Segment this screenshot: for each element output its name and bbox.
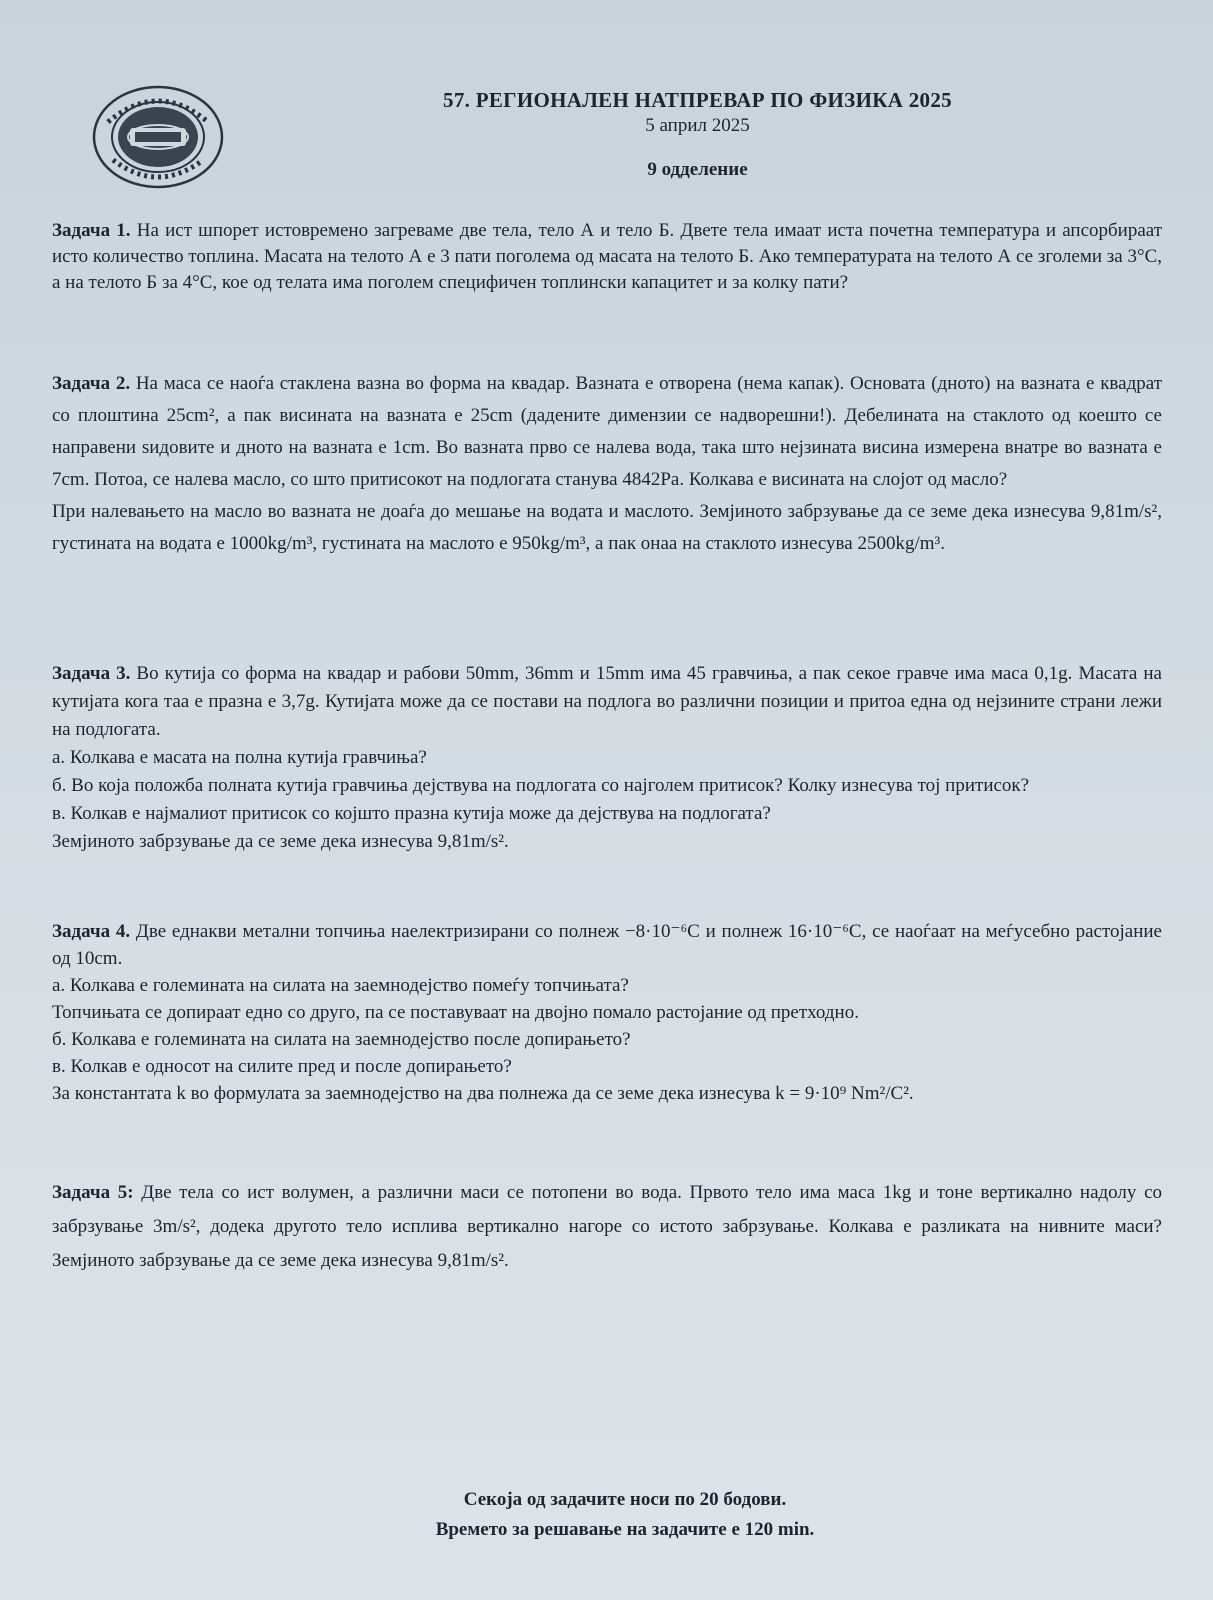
exam-header <box>330 88 1065 181</box>
task-5 <box>52 1176 1162 1278</box>
sub-question-c: в. Колкав е најмалиот притисок со којшто празна кутија може да дејствува на подлогата? <box>52 803 771 824</box>
task-4-text <box>52 918 1162 972</box>
exam-date: 5 април 2025 <box>645 115 750 136</box>
task-label: Задача 5: <box>52 1182 134 1203</box>
task-note: За константата k во формулата за заемнодејство на два полнежа да се земе дека изнесува k = 9·10⁹ Nm²/C². <box>52 1083 914 1104</box>
sub-question-b: б. Во која положба полната кутија гравчиња дејствува на подлогата со најголем притисок? Колку изнесува тој притисок? <box>52 775 1030 796</box>
task-label: Задача 4. <box>52 921 131 942</box>
points-note: Секоја од задачите носи по 20 бодови. <box>463 1489 787 1510</box>
task-note: Земјиното забрзување да се земе дека изнесува 9,81m/s². <box>52 831 509 852</box>
task-paragraph: Две тела со ист волумен, а различни маси се потопени во вода. Првото тело има маса 1kg и тоне вертикално надолу со забрзување 3m/s², додека другото тело исплива вертикално нагоре со истото забрзување. Колкава е разликата на нивните маси? Земјиното забрзување да се земе дека изнесува 9,81m/s². <box>52 1182 1163 1271</box>
task-3-text <box>52 660 1162 744</box>
task-paragraph: Во кутија со форма на квадар и рабови 50mm, 36mm и 15mm има 45 гравчиња, а пак секое гравче има маса 0,1g. Масата на кутијата кога таа е празна е 3,7g. Кутијата може да се постави на подлога во различни позиции и притоа една од нејзините страни лежи на подлогата. <box>52 663 1162 740</box>
task-2-text <box>52 368 1162 496</box>
task-paragraph: При налевањето на масло во вазната не доаѓа до мешање на водата и маслото. Земјиното забрзување да се земе дека изнесува 9,81m/s², густината на водата е 1000kg/m³, густината на маслото е 950kg/m³, а пак онаа на стаклото изнесува 2500kg/m³. <box>52 501 1162 554</box>
exam-footer <box>300 1485 950 1545</box>
sub-question-c: в. Колкав е односот на силите пред и после допирањето? <box>52 1056 512 1077</box>
task-2 <box>52 368 1162 560</box>
task-1-text <box>52 218 1162 296</box>
task-4 <box>52 918 1162 1107</box>
time-note: Времето за решавање на задачите е 120 min. <box>435 1519 815 1540</box>
task-paragraph: На ист шпорет истовремено загреваме две тела, тело А и тело Б. Двете тела имаат иста почетна температура и апсорбираат исто количество топлина. Масата на телото А е 3 пати поголема од масата на телото Б. Ако температурата на телото А се зголеми за 3°C, а на телото Б за 4°C, кое од телата има поголем специфичен топлински капацитет и за колку пати? <box>52 220 1163 293</box>
task-3 <box>52 660 1162 856</box>
task-paragraph: На маса се наоѓа стаклена вазна во форма на квадар. Вазната е отворена (нема капак). Основата (дното) на вазната е квадрат со плоштина 25cm², а пак висината на вазната е 25cm (дадените димензии се надворешни!). Дебелината на стаклото од коешто се направени ѕидовите и дното на вазната е 1cm. Во вазната прво се налева вода, така што нејзината висина измерена внатре во вазната е 7cm. Потоа, се налева масло, со што притисокот на подлогата станува 4842Pa. Колкава е висината на слојот од масло? <box>52 373 1162 490</box>
task-paragraph: Топчињата се допираат едно со друго, па се поставуваат на двојно помало растојание од претходно. <box>52 1002 859 1023</box>
exam-title: 57. РЕГИОНАЛЕН НАТПРЕВАР ПО ФИЗИКА 2025 <box>443 88 952 112</box>
society-seal-icon <box>88 82 228 192</box>
sub-question-a: а. Колкава е големината на силата на заемнодејство помеѓу топчињата? <box>52 975 629 996</box>
task-5-text <box>52 1176 1162 1278</box>
task-1 <box>52 218 1162 296</box>
task-label: Задача 2. <box>52 373 131 394</box>
grade-label: 9 одделение <box>647 159 748 180</box>
task-paragraph: Две еднакви метални топчиња наелектризирани со полнеж −8·10⁻⁶C и полнеж 16·10⁻⁶C, се наоѓаат на меѓусебно растојание од 10cm. <box>52 921 1162 969</box>
sub-question-b: б. Колкава е големината на силата на заемнодејство после допирањето? <box>52 1029 631 1050</box>
task-label: Задача 1. <box>52 220 131 241</box>
task-label: Задача 3. <box>52 663 131 684</box>
sub-question-a: а. Колкава е масата на полна кутија гравчиња? <box>52 747 427 768</box>
